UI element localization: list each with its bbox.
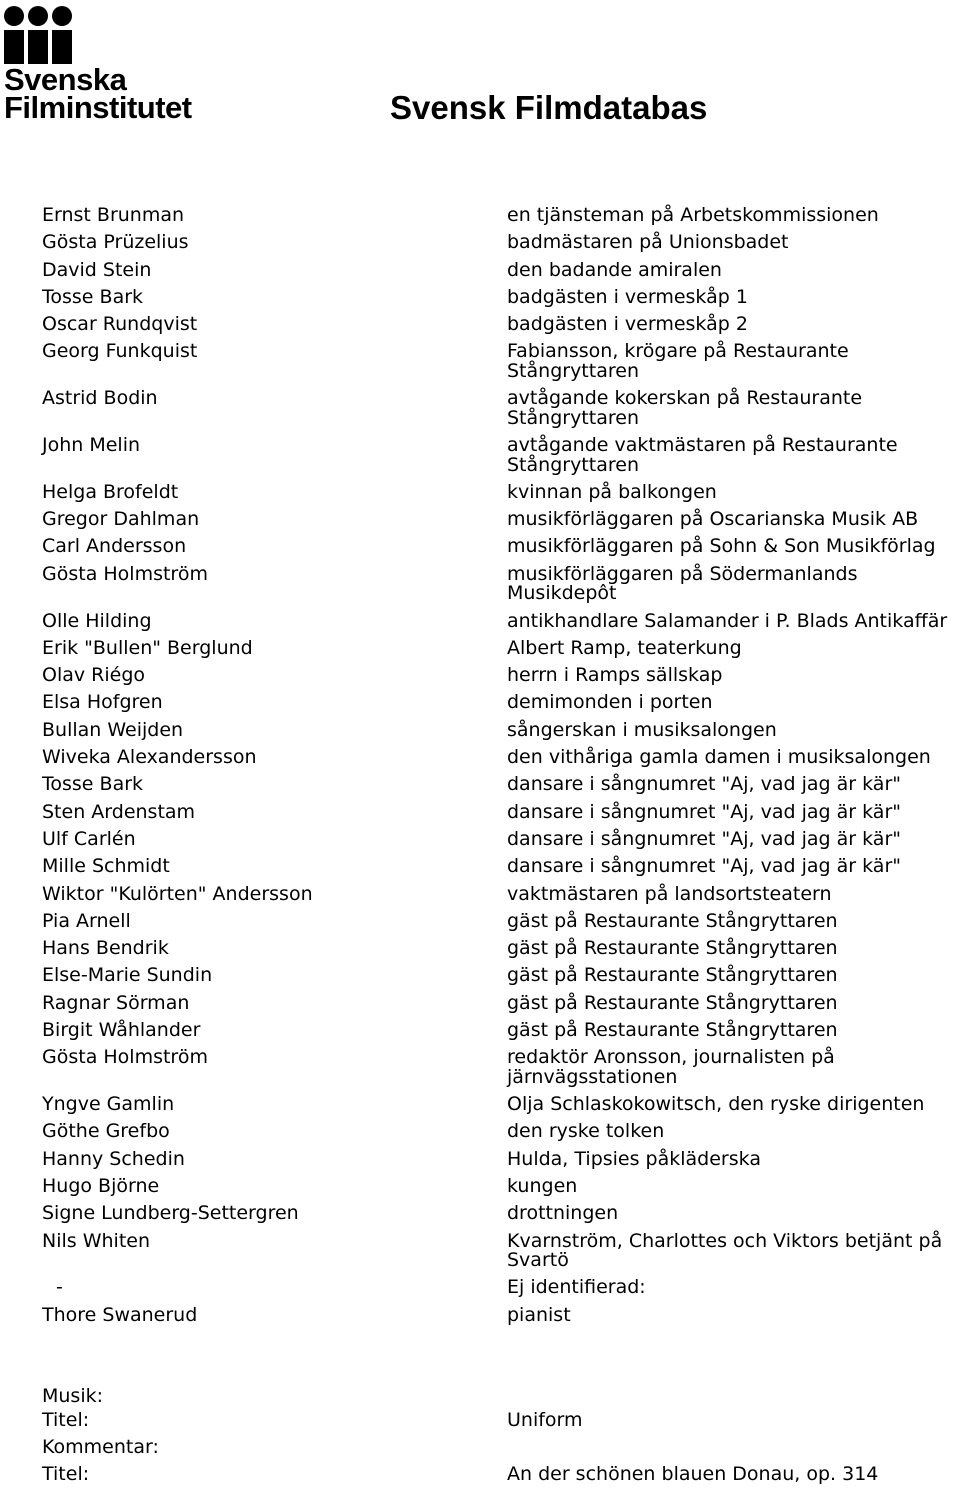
role-description: gäst på Restaurante Stångryttaren bbox=[507, 937, 838, 960]
actor-name: Oscar Rundqvist bbox=[42, 313, 198, 336]
actor-name: Erik "Bullen" Berglund bbox=[42, 636, 253, 659]
role-description: drottningen bbox=[507, 1202, 619, 1225]
role-description: en tjänsteman på Arbetskommissionen bbox=[507, 204, 879, 226]
cast-row bbox=[42, 609, 960, 632]
cast-row bbox=[42, 1303, 960, 1326]
cast-row bbox=[42, 1122, 960, 1142]
cast-row bbox=[42, 233, 960, 253]
cast-row bbox=[42, 775, 960, 795]
cast-row bbox=[42, 966, 960, 986]
music-value: Uniform bbox=[507, 1408, 583, 1431]
actor-name: Carl Andersson bbox=[42, 535, 187, 558]
actor-name: Mille Schmidt bbox=[42, 855, 170, 878]
music-label: Titel: bbox=[42, 1408, 90, 1431]
role-description: Albert Ramp, teaterkung bbox=[507, 636, 742, 659]
role-description: badmästaren på Unionsbadet bbox=[507, 231, 789, 254]
cast-row bbox=[42, 206, 960, 226]
actor-name: Sten Ardenstam bbox=[42, 800, 196, 823]
cast-row bbox=[42, 537, 960, 557]
music-value: An der schönen blauen Donau, op. 314 bbox=[507, 1463, 879, 1486]
role-description: dansare i sångnumret "Aj, vad jag är kär" bbox=[507, 827, 901, 850]
cast-row bbox=[42, 1095, 960, 1115]
music-row bbox=[42, 1408, 960, 1431]
cast-row bbox=[42, 258, 960, 281]
role-description: den badande amiralen bbox=[507, 258, 722, 281]
role-description: Fabiansson, krögare på Restaurante Stångryttaren bbox=[507, 340, 849, 382]
logo-mark-icon bbox=[4, 4, 84, 64]
cast-row bbox=[42, 480, 960, 503]
actor-name: Pia Arnell bbox=[42, 909, 131, 932]
actor-name: Nils Whiten bbox=[42, 1229, 150, 1252]
role-description: herrn i Ramps sällskap bbox=[507, 664, 723, 687]
logo-line-1: Svenska bbox=[4, 62, 127, 97]
music-entries bbox=[42, 1408, 960, 1486]
role-description: avtågande kokerskan på Restaurante Stångryttaren bbox=[507, 387, 863, 429]
actor-name: Thore Swanerud bbox=[42, 1303, 198, 1326]
cast-row bbox=[42, 800, 960, 823]
role-description: demimonden i porten bbox=[507, 691, 713, 714]
actor-name: Göthe Grefbo bbox=[42, 1120, 170, 1143]
role-description: dansare i sångnumret "Aj, vad jag är kär" bbox=[507, 855, 901, 878]
role-description: den vithåriga gamla damen i musiksalongen bbox=[507, 746, 931, 769]
cast-row bbox=[42, 718, 960, 741]
role-description: antikhandlare Salamander i P. Blads Antikaffär bbox=[507, 609, 948, 632]
actor-name: John Melin bbox=[42, 434, 141, 457]
role-description: redaktör Aronsson, journalisten på järnvägsstationen bbox=[507, 1046, 835, 1088]
cast-row bbox=[42, 991, 960, 1014]
actor-name: Ragnar Sörman bbox=[42, 991, 190, 1014]
actor-name: Wiveka Alexandersson bbox=[42, 746, 257, 769]
cast-row bbox=[42, 827, 960, 850]
role-description: badgästen i vermeskåp 2 bbox=[507, 313, 748, 336]
cast-row bbox=[42, 693, 960, 713]
role-description: badgästen i vermeskåp 1 bbox=[507, 285, 748, 308]
role-description: kungen bbox=[507, 1175, 578, 1197]
actor-name: Astrid Bodin bbox=[42, 387, 158, 410]
role-description: Olja Schlaskokowitsch, den ryske dirigenten bbox=[507, 1093, 925, 1116]
role-description: gäst på Restaurante Stångryttaren bbox=[507, 964, 838, 987]
cast-row bbox=[42, 1204, 960, 1224]
music-heading: Musik: bbox=[42, 1385, 104, 1407]
role-description: sångerskan i musiksalongen bbox=[507, 718, 777, 741]
music-label: Kommentar: bbox=[42, 1435, 159, 1458]
actor-name: Georg Funkquist bbox=[42, 340, 198, 363]
cast-row bbox=[42, 389, 960, 428]
cast-row bbox=[42, 342, 960, 381]
logo-line-2: Filminstitutet bbox=[4, 90, 192, 125]
svenska-filminstitutet-logo bbox=[4, 4, 200, 126]
cast-row bbox=[42, 857, 960, 877]
actor-name: Yngve Gamlin bbox=[42, 1093, 175, 1116]
cast-row bbox=[42, 1278, 960, 1298]
role-description: gäst på Restaurante Stångryttaren bbox=[507, 909, 838, 932]
actor-name: Bullan Weijden bbox=[42, 718, 184, 741]
cast-row bbox=[42, 510, 960, 530]
actor-name: Hugo Björne bbox=[42, 1175, 160, 1197]
cast-row bbox=[42, 1021, 960, 1041]
actor-name: Signe Lundberg-Settergren bbox=[42, 1202, 299, 1225]
music-row bbox=[42, 1465, 960, 1485]
actor-name: Hans Bendrik bbox=[42, 937, 169, 960]
actor-name: Gösta Holmström bbox=[42, 1046, 208, 1069]
cast-row bbox=[42, 882, 960, 905]
role-description: dansare i sångnumret "Aj, vad jag är kär" bbox=[507, 800, 901, 823]
actor-name: Tosse Bark bbox=[42, 773, 144, 796]
role-description: kvinnan på balkongen bbox=[507, 480, 717, 503]
role-description: avtågande vaktmästaren på Restaurante Stångryttaren bbox=[507, 434, 898, 476]
page-title: Svensk Filmdatabas bbox=[390, 89, 708, 126]
cast-row bbox=[42, 748, 960, 768]
music-value bbox=[507, 1438, 960, 1458]
cast-row bbox=[42, 562, 960, 605]
cast-row bbox=[42, 285, 960, 308]
cast-row bbox=[42, 1177, 960, 1197]
music-label: Titel: bbox=[42, 1463, 90, 1486]
role-description: gäst på Restaurante Stångryttaren bbox=[507, 991, 838, 1014]
actor-name: Wiktor "Kulörten" Andersson bbox=[42, 882, 313, 905]
actor-name: Else-Marie Sundin bbox=[42, 964, 213, 987]
actor-name: Olav Riégo bbox=[42, 664, 146, 687]
cast-row bbox=[42, 1229, 960, 1272]
actor-name: Hanny Schedin bbox=[42, 1147, 185, 1170]
actor-name: Birgit Wåhlander bbox=[42, 1019, 201, 1042]
actor-name: Gregor Dahlman bbox=[42, 508, 200, 531]
role-description: musikförläggaren på Södermanlands Musikdepôt bbox=[507, 562, 858, 605]
role-description: musikförläggaren på Sohn & Son Musikförlag bbox=[507, 535, 936, 558]
role-description: dansare i sångnumret "Aj, vad jag är kär" bbox=[507, 773, 901, 796]
actor-name: Ernst Brunman bbox=[42, 204, 185, 226]
role-description: den ryske tolken bbox=[507, 1120, 665, 1143]
role-description: musikförläggaren på Oscarianska Musik AB bbox=[507, 508, 919, 531]
role-description: Hulda, Tipsies påkläderska bbox=[507, 1147, 761, 1170]
actor-name: Olle Hilding bbox=[42, 609, 152, 632]
cast-list bbox=[42, 206, 960, 1333]
actor-name: Ulf Carlén bbox=[42, 827, 136, 850]
role-description: gäst på Restaurante Stångryttaren bbox=[507, 1019, 838, 1042]
cast-row bbox=[42, 666, 960, 686]
actor-name: Elsa Hofgren bbox=[42, 691, 163, 714]
music-row bbox=[42, 1435, 960, 1458]
role-description: vaktmästaren på landsortsteatern bbox=[507, 882, 832, 905]
actor-name: David Stein bbox=[42, 258, 152, 281]
cast-row bbox=[42, 939, 960, 959]
actor-name: Helga Brofeldt bbox=[42, 480, 179, 503]
actor-name: Gösta Prüzelius bbox=[42, 231, 189, 254]
cast-row bbox=[42, 1147, 960, 1170]
actor-name: Gösta Holmström bbox=[42, 562, 208, 585]
role-description: pianist bbox=[507, 1303, 571, 1326]
actor-name: - bbox=[56, 1276, 63, 1299]
cast-row bbox=[42, 315, 960, 335]
cast-row bbox=[42, 436, 960, 475]
cast-row bbox=[42, 1048, 960, 1087]
role-description: Ej identifierad: bbox=[507, 1276, 646, 1299]
actor-name: Tosse Bark bbox=[42, 285, 144, 308]
music-section bbox=[42, 1383, 960, 1492]
cast-row bbox=[42, 636, 960, 659]
role-description: Kvarnström, Charlottes och Viktors betjänt på Svartö bbox=[507, 1229, 943, 1272]
cast-row bbox=[42, 909, 960, 932]
